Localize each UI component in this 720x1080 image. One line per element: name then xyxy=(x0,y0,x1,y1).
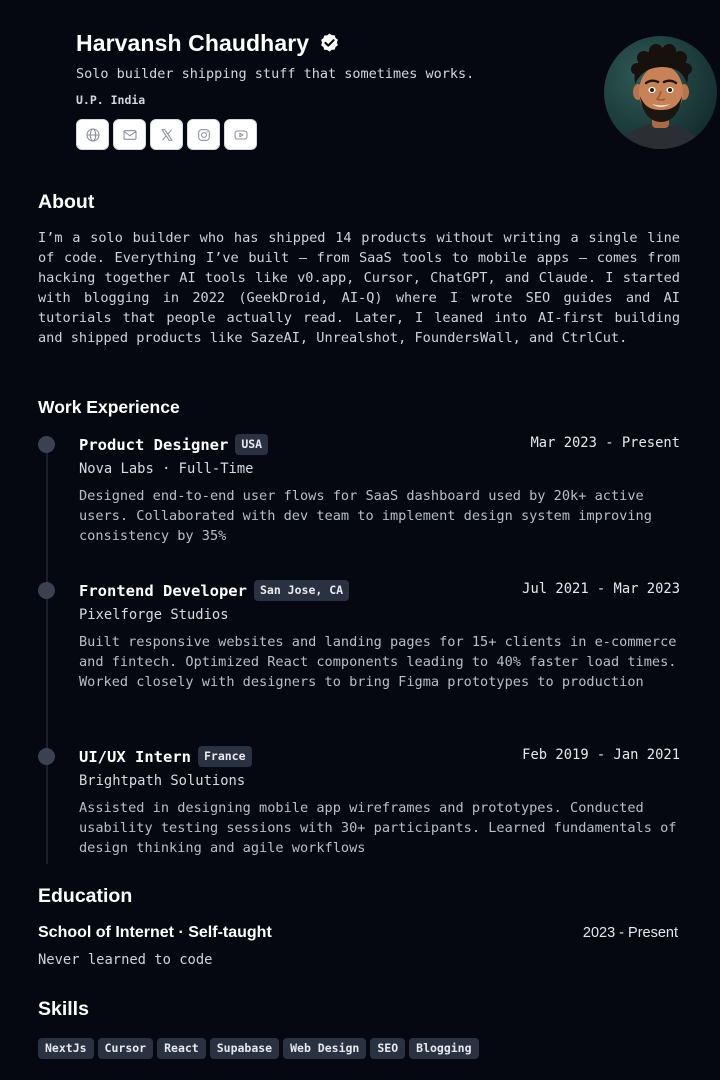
timeline-dot xyxy=(38,436,55,453)
job-location-badge: San Jose, CA xyxy=(254,580,349,601)
profile-avatar xyxy=(604,36,717,149)
job-location-badge: USA xyxy=(235,434,268,455)
x-icon xyxy=(159,127,175,143)
job-location-badge: France xyxy=(198,746,252,767)
timeline-dot xyxy=(38,748,55,765)
globe-icon xyxy=(85,127,101,143)
youtube-icon xyxy=(233,127,249,143)
youtube-link[interactable] xyxy=(224,119,257,150)
skills-list xyxy=(38,1038,479,1059)
social-links xyxy=(76,119,257,150)
job-description: Assisted in designing mobile app wireframes and prototypes. Conducted usability testing sessions with 30+ participants. Learned fundamentals of design thinking and agile workflows xyxy=(79,800,677,856)
job-description: Built responsive websites and landing pages for 15+ clients in e-commerce and fintech. Optimized React components leading to 40% faster load times. Worked closely with designers to bring Figma prototypes to production xyxy=(79,634,677,690)
website-link[interactable] xyxy=(76,119,109,150)
job-date: Jul 2021 - Mar 2023 xyxy=(522,581,680,597)
job-title: UI/UX Intern xyxy=(79,747,191,766)
education-description: Never learned to code xyxy=(38,952,213,968)
name-row xyxy=(76,30,341,57)
education-heading: Education xyxy=(38,885,133,907)
about-text: I’m a solo builder who has shipped 14 products without writing a single line of code. Everything I’ve built — from SaaS tools to mobile apps — comes from hacking together AI tools like v0.app, Cursor, ChatGPT, and Claude. I started with blogging in 2022 (GeekDroid, AI-Q) where I wrote SEO guides and AI tutorials that people actually read. Later, I leaned into AI-first building and shipped products like SazeAI, Unrealshot, FoundersWall, and CtrlCut. xyxy=(38,230,680,346)
education-date: 2023 - Present xyxy=(582,925,678,941)
job-title: Frontend Developer xyxy=(79,581,247,600)
timeline-dot xyxy=(38,582,55,599)
job-date: Feb 2019 - Jan 2021 xyxy=(522,747,680,763)
instagram-link[interactable] xyxy=(187,119,220,150)
education-school: School of Internet · Self-taught xyxy=(38,924,272,941)
job-header xyxy=(79,434,268,455)
profile-tagline: Solo builder shipping stuff that sometimes works. xyxy=(76,66,475,82)
instagram-icon xyxy=(196,127,212,143)
verified-badge-icon xyxy=(318,32,341,55)
job-header xyxy=(79,746,252,767)
profile-header xyxy=(38,0,678,160)
job-company: Brightpath Solutions xyxy=(79,773,246,789)
job-company: Pixelforge Studios xyxy=(79,607,229,623)
profile-location: U.P. India xyxy=(76,93,146,107)
job-header xyxy=(79,580,349,601)
profile-name: Harvansh Chaudhary xyxy=(76,30,310,56)
mail-icon xyxy=(122,127,138,143)
skill-tag: Supabase xyxy=(210,1038,279,1059)
email-link[interactable] xyxy=(113,119,146,150)
skill-tag: NextJs xyxy=(38,1038,94,1059)
job-title: Product Designer xyxy=(79,435,229,454)
skills-heading: Skills xyxy=(38,998,89,1020)
job-description: Designed end-to-end user flows for SaaS dashboard used by 20k+ active users. Collaborated with dev team to implement design system improving consistency by 35% xyxy=(79,488,652,544)
job-date: Mar 2023 - Present xyxy=(530,435,680,451)
about-heading: About xyxy=(38,191,95,213)
skill-tag: React xyxy=(157,1038,206,1059)
timeline-line xyxy=(46,444,48,864)
skill-tag: Cursor xyxy=(98,1038,154,1059)
job-company: Nova Labs · Full-Time xyxy=(79,461,254,477)
skill-tag: Blogging xyxy=(409,1038,478,1059)
x-link[interactable] xyxy=(150,119,183,150)
work-experience-heading: Work Experience xyxy=(38,397,180,417)
skill-tag: SEO xyxy=(370,1038,405,1059)
skill-tag: Web Design xyxy=(283,1038,366,1059)
